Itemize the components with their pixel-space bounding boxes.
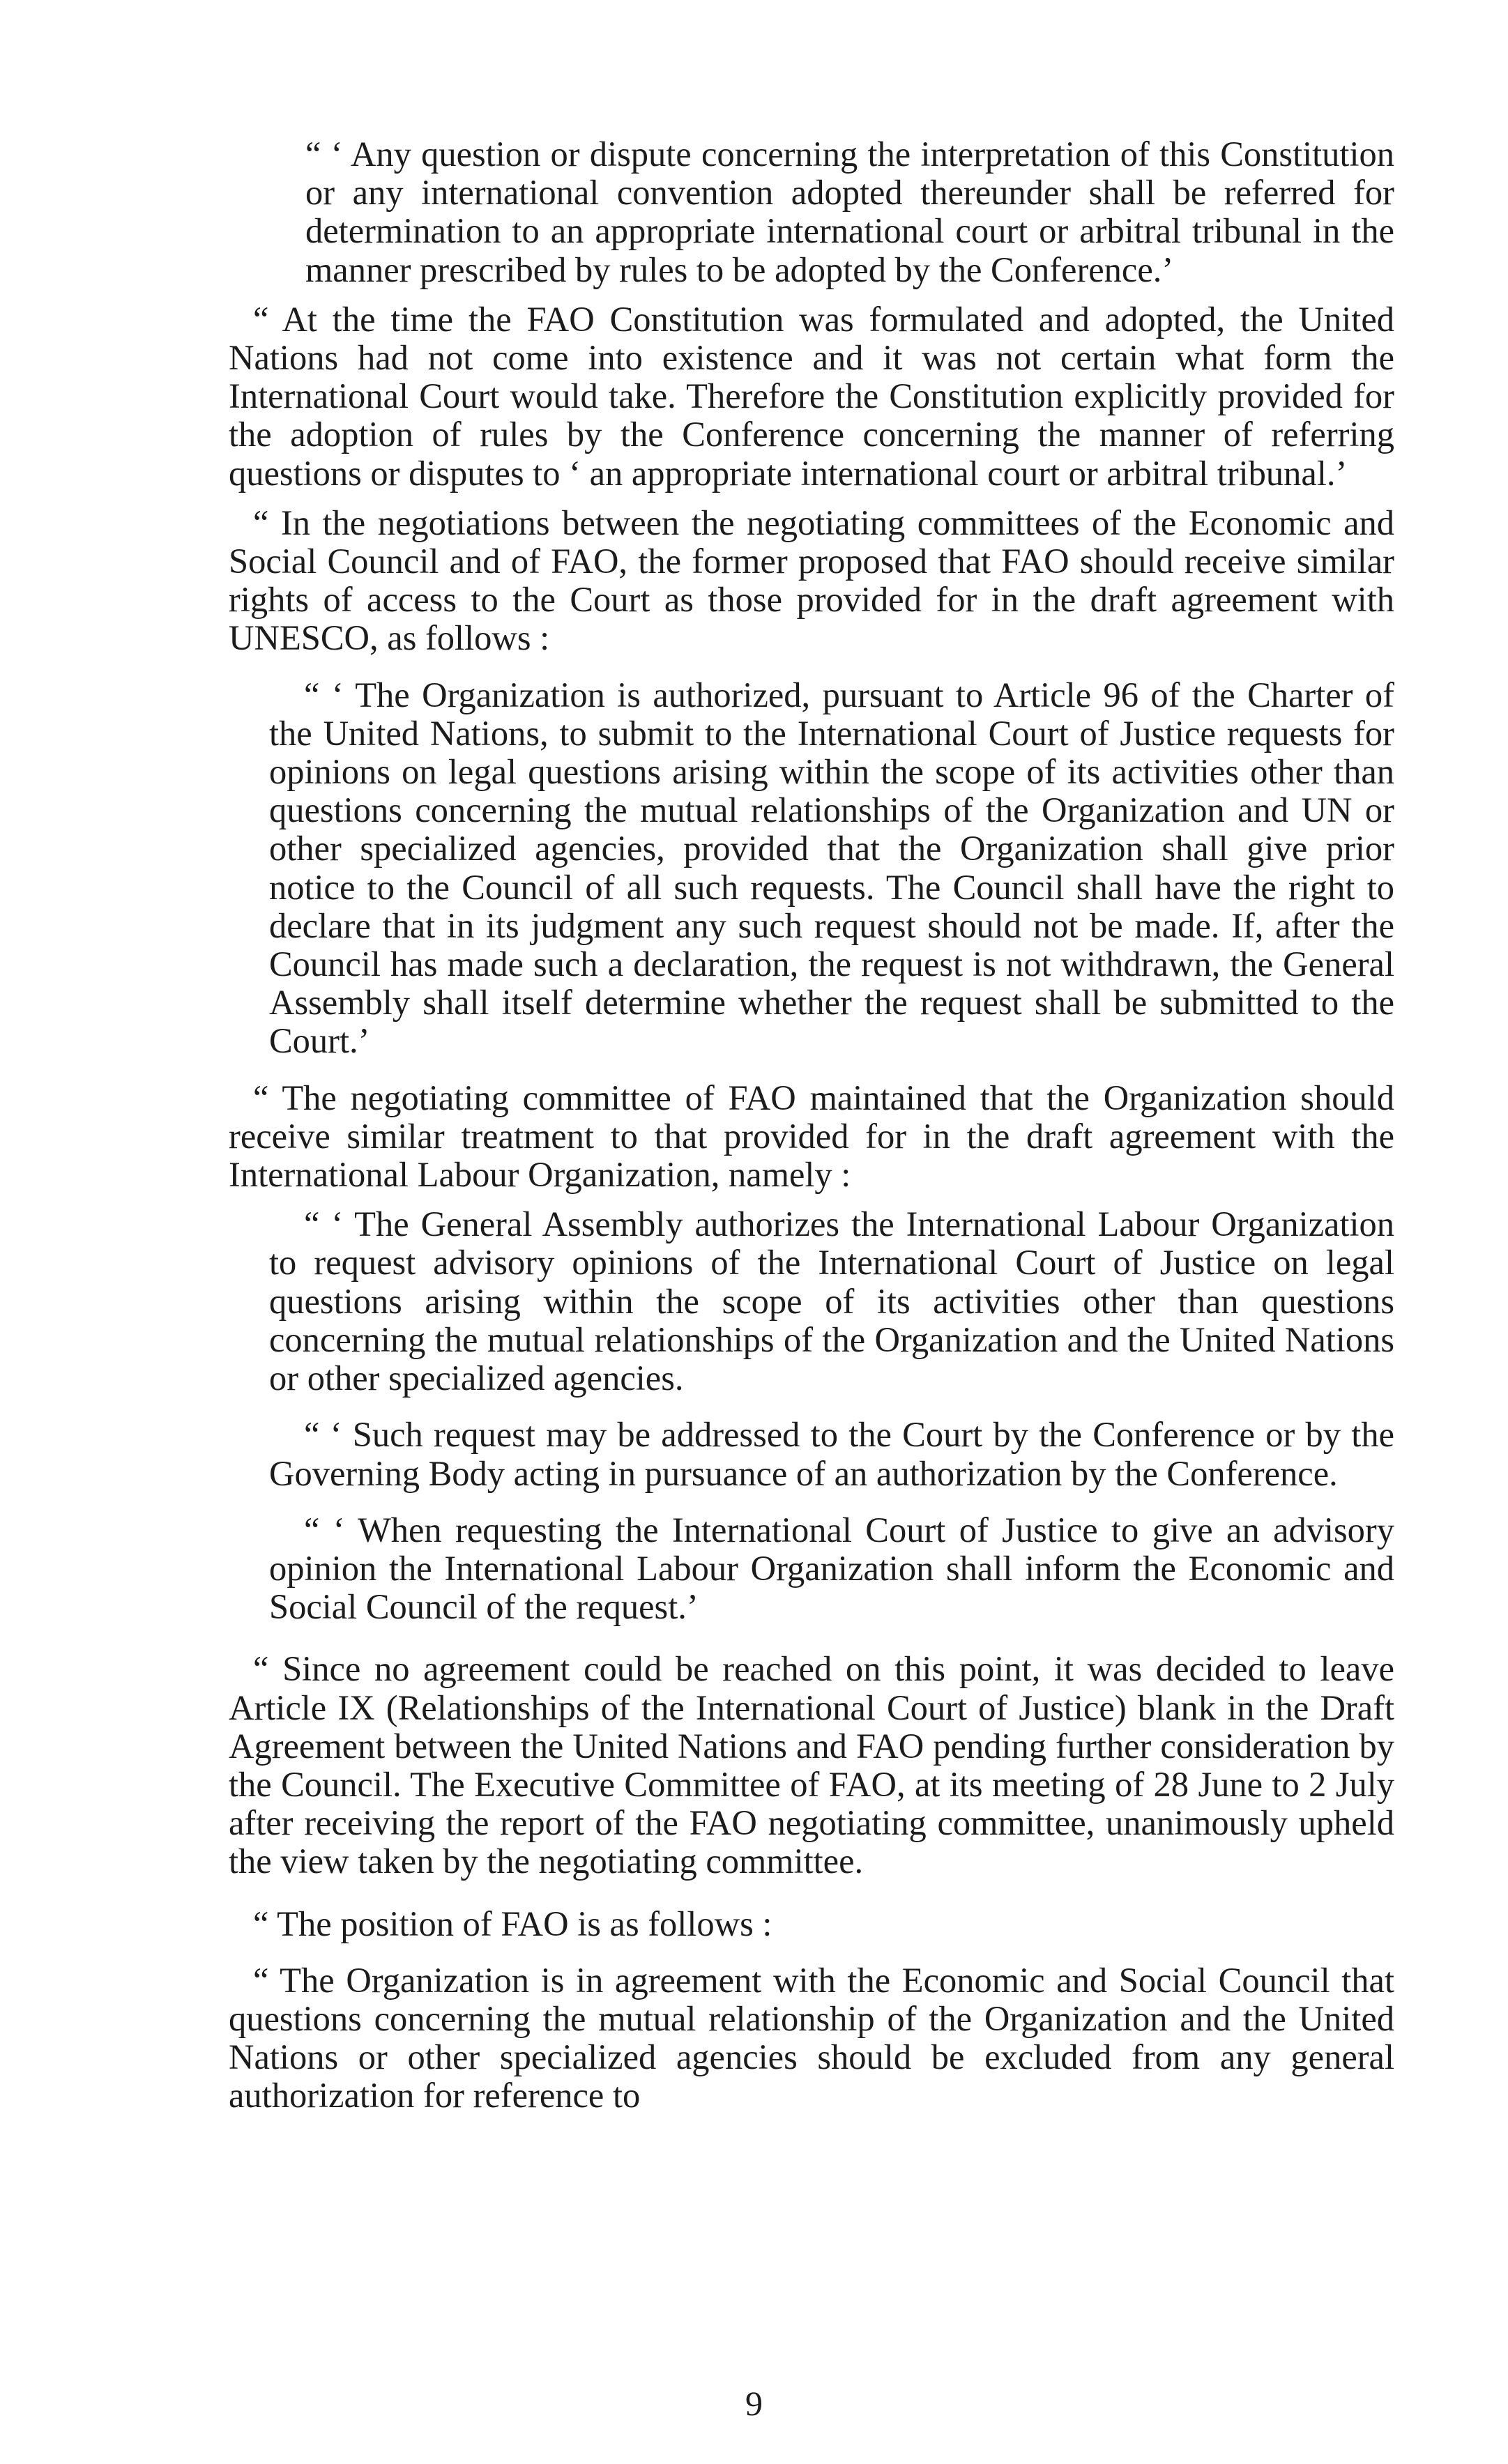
paragraph-fao-committee: “ The negotiating committee of FAO maintained that the Organization should receive similar treatment to that provided for in the draft agreement with the International Labour Organization, namely : [229, 1078, 1394, 1195]
paragraph-organization-agreement: “ The Organization is in agreement with the Economic and Social Council that questions concerning the mutual relationship of the Organization and the United Nations or other specialized agencies should be excluded from any general authorization for reference to [229, 1960, 1394, 2115]
quoted-unesco-clause: “ ‘ The Organization is authorized, pursuant to Article 96 of the Charter of the United Nations, to submit to the International Court of Justice requests for opinions on legal questions arising within the scope of its activities other than questions concerning the mutual relationships of the Organization and UN or other specialized agencies, provided that the Organization shall give prior notice to the Council of all such requests. The Council shall have the right to declare that in its judgment any such request should not be made. If, after the Council has made such a declaration, the request is not withdrawn, the General Assembly shall itself determine whether the request shall be submitted to the Court.’ [269, 675, 1394, 1061]
paragraph-negotiations: “ In the negotiations between the negotiating committees of the Economic and Social Council and of FAO, the former proposed that FAO should receive similar rights of access to the Court as those provided for in the draft agreement with UNESCO, as follows : [229, 503, 1394, 658]
paragraph-no-agreement: “ Since no agreement could be reached on this point, it was decided to leave Article IX (Relationships of the International Court of Justice) blank in the Draft Agreement between the United Nations and FAO pending further consideration by the Council. The Executive Committee of FAO, at its meeting of 28 June to 2 July after receiving the report of the FAO negotiating committee, unanimously upheld the view taken by the negotiating committee. [229, 1649, 1394, 1881]
quoted-ilo-clause-3: “ ‘ When requesting the International Court of Justice to give an advisory opinion the International Labour Organization shall inform the Economic and Social Council of the request.’ [269, 1510, 1394, 1627]
body-text [229, 135, 1394, 2115]
quoted-ilo-clause-2: “ ‘ Such request may be addressed to the Court by the Conference or by the Governing Body acting in pursuance of an authorization by the Conference. [269, 1415, 1394, 1493]
quoted-ilo-clause-1: “ ‘ The General Assembly authorizes the International Labour Organization to request advisory opinions of the International Court of Justice on legal questions arising within the scope of its activities other than questions concerning the mutual relationships of the Organization and the United Nations or other specialized agencies. [269, 1204, 1394, 1398]
page-number: 9 [745, 2384, 763, 2423]
quoted-constitution-article: “ ‘ Any question or dispute concerning the interpretation of this Constitution or any international convention adopted thereunder shall be referred for determination to an appropriate international court or arbitral tribunal in the manner prescribed by rules to be adopted by the Conference.’ [305, 135, 1394, 289]
paragraph-fao-position: “ The position of FAO is as follows : [253, 1904, 772, 1943]
paragraph-fao-constitution: “ At the time the FAO Constitution was formulated and adopted, the United Nations had not come into existence and it was not certain what form the International Court would take. Therefore the Constitution explicitly provided for the adoption of rules by the Conference concerning the manner of referring questions or disputes to ‘ an appropriate international court or arbitral tribunal.’ [229, 299, 1394, 493]
